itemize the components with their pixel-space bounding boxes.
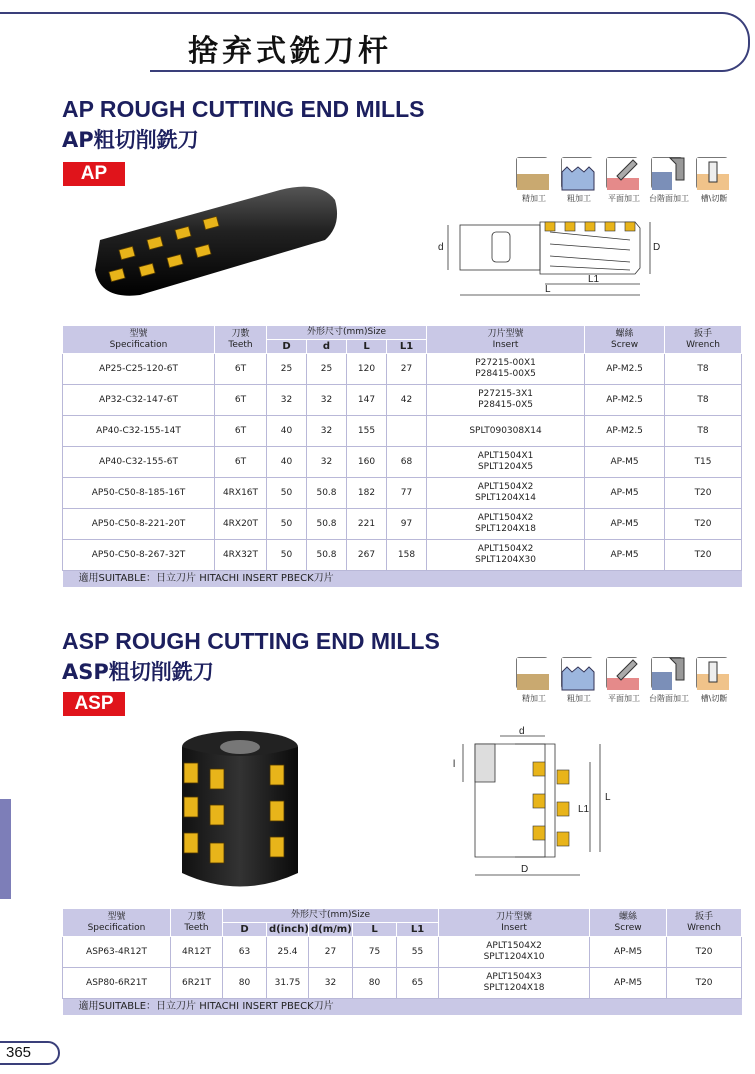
table-row [63,937,742,968]
ap-header-teeth: 刀數 Teeth [215,326,267,354]
ap-end-mill-image [80,170,360,310]
asp-table-footer: 適用SUITABLE：日立刀片 HITACHI INSERT PBECK刀片 [63,999,742,1015]
ap-header-insert: 刀片型號 Insert [427,326,585,354]
machining-type-shoulder: 台階面加工 [651,157,687,204]
cell-L1: 55 [397,937,439,968]
asp-header-wrench: 扳手 Wrench [667,909,742,937]
cell-screw: AP-M5 [590,937,667,968]
ap-drawing-label-d: d [438,242,444,253]
asp-spec-table [62,908,742,1015]
ap-header-dims: 外形尺寸(mm)Size [267,326,427,340]
roughing-icon [561,657,593,689]
cell-screw: AP-M5 [585,478,665,509]
insert-line-1: APLT1504X3 [486,972,542,982]
machining-types-asp [510,657,750,717]
cell-insert [427,416,585,447]
insert-line-2: SPLT1204X30 [475,555,537,565]
slotting-icon [696,157,728,189]
face-milling-icon [606,157,638,189]
shoulder-milling-icon [651,157,683,189]
ap-header-wrench: 扳手 Wrench [665,326,742,354]
cell-d: 32 [307,416,347,447]
asp-drawing-label-l: l [453,759,456,770]
cell-D: 63 [223,937,267,968]
asp-header-D: D [223,923,267,937]
machining-type-face: 平面加工 [606,157,642,204]
asp-header-d-inch: d(inch) [267,923,309,937]
page-number: 365 [6,1044,32,1061]
ap-header-L: L [347,340,387,354]
machining-type-finishing: 精加工 [516,657,552,704]
table-row [63,385,742,416]
cell-L: 267 [347,540,387,571]
cell-L1: 42 [387,385,427,416]
cell-L1: 65 [397,968,439,999]
face-milling-icon [606,657,638,689]
asp-section-title-en: ASP ROUGH CUTTING END MILLS [62,628,440,654]
ap-header-screw: 螺絲 Screw [585,326,665,354]
cell-wrench: T20 [667,968,742,999]
cell-d-inch: 31.75 [267,968,309,999]
cell-spec: ASP63-4R12T [63,937,171,968]
cell-d-mm: 32 [309,968,353,999]
finishing-icon [516,657,548,689]
machining-type-roughing: 粗加工 [561,157,597,204]
table-row [63,354,742,385]
page-title: 捨弃式銑刀杆 [188,34,392,69]
ap-section-title-cn: AP粗切削銑刀 [62,128,199,152]
cell-D: 80 [223,968,267,999]
machining-type-roughing: 粗加工 [561,657,597,704]
asp-end-mill-image [170,725,320,900]
cell-d: 32 [307,385,347,416]
cell-L: 160 [347,447,387,478]
cell-L: 147 [347,385,387,416]
asp-drawing-label-L: L [605,792,611,803]
table-row [63,540,742,571]
finishing-icon [516,157,548,189]
slotting-icon [696,657,728,689]
cell-wrench: T8 [665,354,742,385]
cell-L: 120 [347,354,387,385]
cell-screw: AP-M5 [585,447,665,478]
cell-L1: 68 [387,447,427,478]
cell-screw: AP-M2.5 [585,354,665,385]
insert-line-1: P27215-00X1 [475,358,536,368]
cell-d: 50.8 [307,509,347,540]
cell-insert [439,937,590,968]
insert-line-2: SPLT1204X18 [475,524,537,534]
insert-line-2: P28415-0X5 [478,400,534,410]
cell-insert [427,540,585,571]
cell-teeth: 6R21T [171,968,223,999]
asp-drawing-label-L1: L1 [578,804,590,815]
cell-screw: AP-M5 [590,968,667,999]
cell-wrench: T20 [665,509,742,540]
cell-L1: 97 [387,509,427,540]
cell-D: 40 [267,447,307,478]
ap-drawing-label-L: L [545,284,551,295]
asp-drawing-label-D: D [521,864,529,875]
asp-header-L1: L1 [397,923,439,937]
ap-section-title-en: AP ROUGH CUTTING END MILLS [62,96,425,122]
machining-type-slotting: 槽\切斷 [696,157,732,204]
asp-drawing-label-d: d [519,726,525,737]
cell-d: 50.8 [307,478,347,509]
insert-line-2: SPLT1204X18 [483,983,545,993]
machining-types-ap [510,157,750,217]
insert-line-1: APLT1504X2 [486,941,542,951]
cell-teeth: 6T [215,354,267,385]
cell-D: 50 [267,478,307,509]
roughing-icon [561,157,593,189]
cell-D: 50 [267,540,307,571]
cell-D: 32 [267,385,307,416]
cell-L1 [387,416,427,447]
cell-spec: AP50-C50-8-185-16T [63,478,215,509]
ap-badge: AP [63,162,125,186]
insert-line-1: APLT1504X2 [477,482,534,492]
cell-D: 40 [267,416,307,447]
cell-L: 182 [347,478,387,509]
cell-spec: AP40-C32-155-14T [63,416,215,447]
cell-D: 50 [267,509,307,540]
ap-header-L1: L1 [387,340,427,354]
machining-type-face: 平面加工 [606,657,642,704]
asp-header-d-mm: d(m/m) [309,923,353,937]
cell-d: 32 [307,447,347,478]
cell-teeth: 6T [215,385,267,416]
cell-insert [427,447,585,478]
cell-teeth: 6T [215,447,267,478]
insert-line-2: SPLT1204X14 [475,493,537,503]
cell-L: 80 [353,968,397,999]
cell-L1: 158 [387,540,427,571]
cell-spec: AP50-C50-8-221-20T [63,509,215,540]
ap-header-spec: 型號 Specification [63,326,215,354]
asp-header-L: L [353,923,397,937]
ap-header-D: D [267,340,307,354]
cell-screw: AP-M5 [585,509,665,540]
ap-spec-table [62,325,742,587]
insert-line-1: APLT1504X2 [477,513,534,523]
cell-spec: AP32-C32-147-6T [63,385,215,416]
ap-drawing-label-D: D [653,242,661,253]
shoulder-milling-icon [651,657,683,689]
cell-wrench: T15 [665,447,742,478]
ap-dimension-drawing [430,210,661,305]
asp-section-title-cn: ASP粗切削銑刀 [62,660,214,684]
cell-insert [427,509,585,540]
cell-wrench: T20 [665,478,742,509]
cell-insert [427,385,585,416]
cell-d: 50.8 [307,540,347,571]
asp-badge: ASP [63,692,125,716]
cell-insert [439,968,590,999]
cell-wrench: T20 [665,540,742,571]
cell-teeth: 4R12T [171,937,223,968]
cell-D: 25 [267,354,307,385]
machining-type-finishing: 精加工 [516,157,552,204]
cell-teeth: 6T [215,416,267,447]
cell-wrench: T8 [665,385,742,416]
insert-line-1: P27215-3X1 [478,389,534,399]
cell-screw: AP-M2.5 [585,416,665,447]
cell-L: 221 [347,509,387,540]
asp-header-spec: 型號 Specification [63,909,171,937]
side-tab [0,799,11,899]
asp-header-insert: 刀片型號 Insert [439,909,590,937]
cell-spec: AP25-C25-120-6T [63,354,215,385]
table-row [63,509,742,540]
cell-L: 75 [353,937,397,968]
ap-drawing-label-L1: L1 [588,274,600,285]
ap-header-d: d [307,340,347,354]
cell-teeth: 4RX16T [215,478,267,509]
table-row [63,416,742,447]
cell-d-inch: 25.4 [267,937,309,968]
cell-teeth: 4RX20T [215,509,267,540]
asp-header-teeth: 刀數 Teeth [171,909,223,937]
cell-wrench: T8 [665,416,742,447]
insert-line-2: P28415-00X5 [475,369,536,379]
cell-spec: AP50-C50-8-267-32T [63,540,215,571]
machining-type-shoulder: 台階面加工 [651,657,687,704]
asp-header-screw: 螺絲 Screw [590,909,667,937]
ap-table-footer: 適用SUITABLE：日立刀片 HITACHI INSERT PBECK刀片 [63,571,742,587]
cell-wrench: T20 [667,937,742,968]
cell-screw: AP-M2.5 [585,385,665,416]
cell-d: 25 [307,354,347,385]
cell-L1: 77 [387,478,427,509]
cell-insert [427,478,585,509]
cell-L1: 27 [387,354,427,385]
insert-line-2: SPLT1204X10 [483,952,545,962]
cell-insert [427,354,585,385]
cell-screw: AP-M5 [585,540,665,571]
cell-spec: AP40-C32-155-6T [63,447,215,478]
table-row [63,968,742,999]
asp-dimension-drawing [445,722,620,882]
insert-line-1: APLT1504X1 [477,451,534,461]
table-row [63,447,742,478]
asp-header-dims: 外形尺寸(mm)Size [223,909,439,923]
cell-d-mm: 27 [309,937,353,968]
cell-teeth: 4RX32T [215,540,267,571]
insert-line-1: APLT1504X2 [477,544,534,554]
cell-L: 155 [347,416,387,447]
machining-type-slotting: 槽\切斷 [696,657,732,704]
table-row [63,478,742,509]
cell-spec: ASP80-6R21T [63,968,171,999]
insert-line-2: SPLT1204X5 [477,462,534,472]
insert-line-1: SPLT090308X14 [469,425,542,436]
